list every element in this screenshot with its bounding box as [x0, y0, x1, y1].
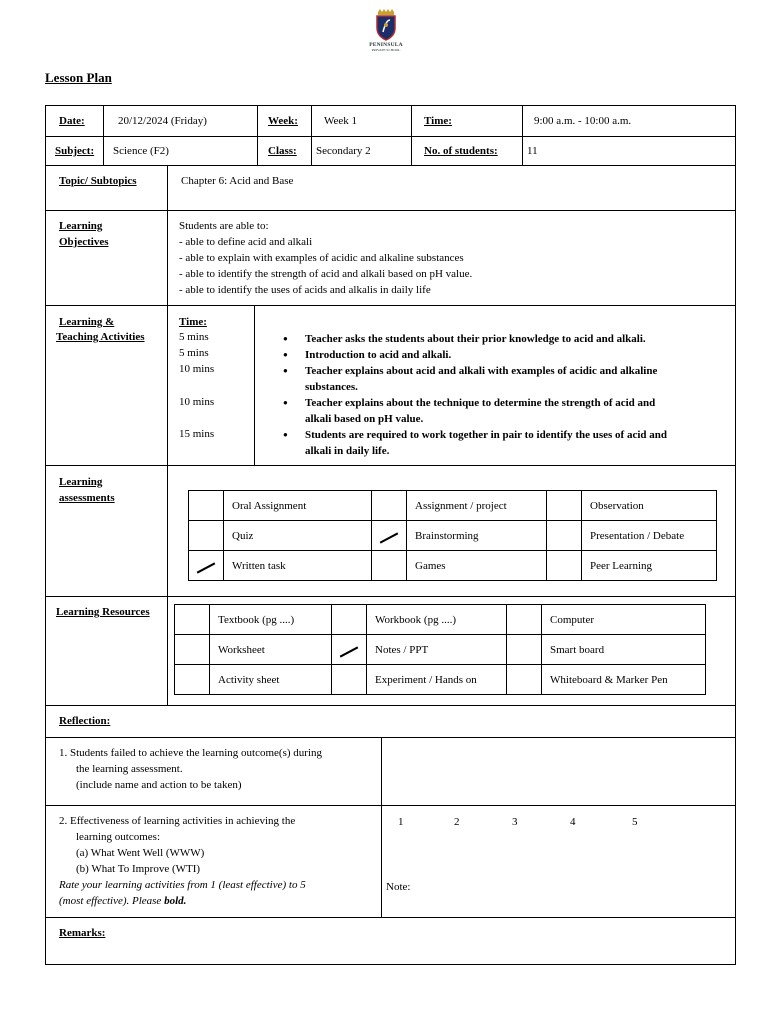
date-label: Date:	[59, 115, 85, 127]
objective-item: - able to identify the strength of acid and alkali based on pH value.	[179, 268, 473, 280]
subject-value[interactable]: Science (F2)	[113, 145, 169, 157]
class-label: Class:	[268, 145, 297, 157]
rating-option[interactable]: 2	[454, 816, 460, 828]
page-title: Lesson Plan	[45, 70, 112, 85]
reflection-q2-line: (b) What To Improve (WTI)	[76, 863, 201, 875]
rating-option[interactable]: 4	[570, 816, 576, 828]
time-value[interactable]: 9:00 a.m. - 10:00 a.m.	[534, 115, 632, 127]
activities-list	[283, 331, 683, 459]
activity-time: 15 mins	[179, 428, 215, 440]
check-mark-icon	[380, 532, 399, 543]
option-label: Experiment / Hands on	[367, 665, 507, 695]
time-label: Time:	[424, 115, 452, 127]
option-label: Quiz	[224, 521, 372, 551]
school-subname: PRIVATE SCHOOL	[371, 48, 401, 52]
checkbox-written-task[interactable]	[189, 551, 224, 581]
option-label: Written task	[224, 551, 372, 581]
objectives-label-2: Objectives	[59, 236, 109, 248]
assessments-label-2: assessments	[59, 492, 115, 504]
checkbox-observation[interactable]	[547, 491, 582, 521]
week-value[interactable]: Week 1	[324, 115, 358, 127]
students-value[interactable]: 11	[527, 145, 538, 157]
checkbox-experiment[interactable]	[332, 665, 367, 695]
option-label: Assignment / project	[407, 491, 547, 521]
option-label: Presentation / Debate	[582, 521, 717, 551]
activity-time: 5 mins	[179, 347, 209, 359]
option-label: Workbook (pg ....)	[367, 605, 507, 635]
option-label: Peer Learning	[582, 551, 717, 581]
topic-label: Topic/ Subtopics	[59, 175, 137, 187]
option-label: Computer	[542, 605, 706, 635]
checkbox-computer[interactable]	[507, 605, 542, 635]
school-name: PENINSULA	[369, 42, 403, 48]
checkbox-games[interactable]	[372, 551, 407, 581]
reflection-q2-line: 2. Effectiveness of learning activities in achieving the	[59, 815, 296, 827]
checkbox-peer-learning[interactable]	[547, 551, 582, 581]
checkbox-workbook[interactable]	[332, 605, 367, 635]
checkbox-oral-assignment[interactable]	[189, 491, 224, 521]
check-mark-icon	[197, 562, 216, 573]
option-label: Smart board	[542, 635, 706, 665]
objective-item: - able to identify the uses of acids and alkalis in daily life	[179, 284, 431, 296]
objective-item: - able to define acid and alkali	[179, 236, 313, 248]
resources-table	[174, 604, 706, 695]
option-label: Observation	[582, 491, 717, 521]
checkbox-activity-sheet[interactable]	[175, 665, 210, 695]
option-label: Notes / PPT	[367, 635, 507, 665]
option-label: Worksheet	[210, 635, 332, 665]
class-value[interactable]: Secondary 2	[316, 145, 371, 157]
reflection-q1-line: (include name and action to be taken)	[76, 779, 242, 791]
school-logo	[364, 8, 408, 62]
topic-value[interactable]: Chapter 6: Acid and Base	[181, 175, 294, 187]
reflection-q1-line: 1. Students failed to achieve the learning outcome(s) during	[59, 747, 323, 759]
week-label: Week:	[268, 115, 298, 127]
date-value[interactable]: 20/12/2024 (Friday)	[118, 115, 207, 127]
reflection-q2-line: (a) What Went Well (WWW)	[76, 847, 205, 859]
subject-label: Subject:	[55, 145, 95, 157]
checkbox-whiteboard[interactable]	[507, 665, 542, 695]
lesson-plan-form	[45, 105, 736, 965]
activity-time: 10 mins	[179, 396, 215, 408]
checkbox-assignment-project[interactable]	[372, 491, 407, 521]
resources-label: Learning Resources	[56, 606, 150, 618]
checkbox-presentation-debate[interactable]	[547, 521, 582, 551]
objective-item: - able to explain with examples of acidic and alkaline substances	[179, 252, 464, 264]
rating-instruction: Rate your learning activities from 1 (least effective) to 5	[59, 879, 306, 891]
activity-time: 10 mins	[179, 363, 215, 375]
activity-item: ● Introduction to acid and alkali.	[283, 347, 683, 363]
time-header: Time:	[179, 316, 207, 328]
rating-instruction-bold: bold.	[164, 895, 187, 907]
students-label: No. of students:	[424, 145, 498, 157]
reflection-q2-line: learning outcomes:	[76, 831, 161, 843]
option-label: Whiteboard & Marker Pen	[542, 665, 706, 695]
checkbox-textbook[interactable]	[175, 605, 210, 635]
rating-instruction-text: (most effective). Please	[59, 895, 165, 907]
activity-item: ● Teacher explains about the technique to determine the strength of acid and alkali based on pH value.	[283, 395, 683, 427]
option-label: Oral Assignment	[224, 491, 372, 521]
activity-item: ● Teacher asks the students about their prior knowledge to acid and alkali.	[283, 331, 683, 347]
activities-label-1: Learning &	[59, 316, 115, 328]
check-mark-icon	[340, 646, 359, 657]
remarks-label: Remarks:	[59, 927, 106, 939]
school-crest-icon	[374, 8, 398, 42]
objectives-label-1: Learning	[59, 220, 103, 232]
activity-item: ● Teacher explains about acid and alkali with examples of acidic and alkaline substances.	[283, 363, 683, 395]
reflection-label: Reflection:	[59, 715, 111, 727]
activities-label-2: Teaching Activities	[56, 331, 145, 343]
reflection-q1-line: the learning assessment.	[76, 763, 183, 775]
option-label: Games	[407, 551, 547, 581]
option-label: Activity sheet	[210, 665, 332, 695]
rating-scale	[396, 815, 696, 831]
option-label: Brainstorming	[407, 521, 547, 551]
activity-time: 5 mins	[179, 331, 209, 343]
checkbox-notes-ppt[interactable]	[332, 635, 367, 665]
checkbox-worksheet[interactable]	[175, 635, 210, 665]
activity-item: ● Students are required to work together in pair to identify the uses of acid and alkali in daily life.	[283, 427, 683, 459]
assessments-table	[188, 490, 717, 581]
rating-instruction-line2	[59, 894, 186, 909]
note-label: Note:	[386, 881, 411, 893]
rating-option[interactable]: 5	[632, 816, 638, 828]
rating-option[interactable]: 3	[512, 816, 518, 828]
checkbox-smart-board[interactable]	[507, 635, 542, 665]
rating-option[interactable]: 1	[398, 816, 404, 828]
option-label: Textbook (pg ....)	[210, 605, 332, 635]
checkbox-brainstorming[interactable]	[372, 521, 407, 551]
reflection-q1-answer[interactable]	[391, 756, 721, 786]
assessments-label-1: Learning	[59, 476, 103, 488]
objectives-intro: Students are able to:	[179, 220, 269, 232]
checkbox-quiz[interactable]	[189, 521, 224, 551]
